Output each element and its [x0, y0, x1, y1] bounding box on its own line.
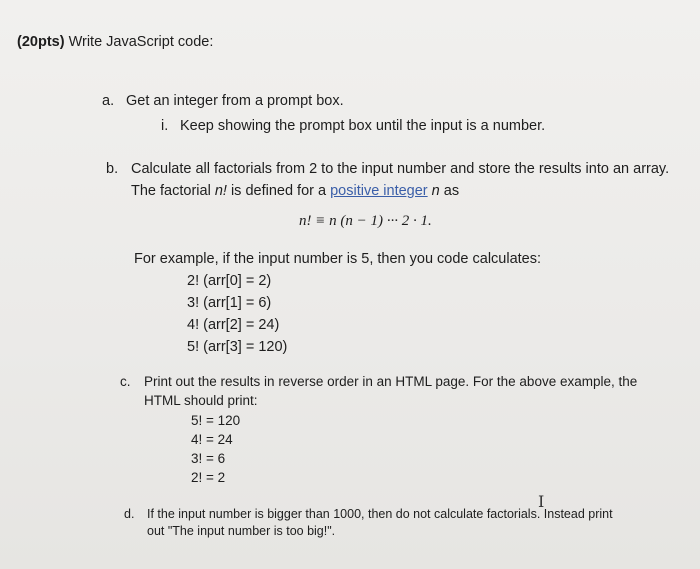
- example-line: 3! (arr[1] = 6): [187, 295, 272, 311]
- part-b-line2-post: as: [439, 183, 460, 199]
- example-line: 5! (arr[3] = 120): [187, 339, 288, 355]
- factorial-symbol: n!: [214, 183, 227, 199]
- part-a-sub-marker: i.: [161, 118, 169, 134]
- output-line: 3! = 6: [191, 451, 226, 466]
- part-b-line2-mid: is defined for a: [226, 183, 331, 199]
- example-line: 4! (arr[2] = 24): [187, 317, 280, 333]
- part-c-line1: Print out the results in reverse order in an HTML page. For the above example, the: [144, 374, 638, 389]
- positive-integer-link[interactable]: positive integer: [330, 183, 428, 199]
- part-b-marker: b.: [106, 161, 119, 177]
- part-a-marker: a.: [102, 93, 115, 109]
- part-c-line2: HTML should print:: [144, 393, 258, 408]
- example-line: 2! (arr[0] = 2): [187, 273, 272, 289]
- example-intro: For example, if the input number is 5, then you code calculates:: [134, 251, 542, 267]
- variable-n: n: [431, 183, 440, 199]
- part-b-line2-pre: The factorial: [131, 183, 215, 199]
- part-d-line2: out "The input number is too big!".: [147, 524, 336, 538]
- output-line: 2! = 2: [191, 470, 226, 485]
- text-cursor-icon: I: [538, 492, 545, 511]
- part-c-marker: c.: [120, 374, 131, 389]
- factorial-formula: n! ≡ n (n − 1) ··· 2 · 1.: [299, 213, 432, 229]
- part-b-line2: [131, 182, 459, 200]
- question-title: Write JavaScript code:: [68, 34, 214, 50]
- output-line: 4! = 24: [191, 432, 233, 447]
- part-b-line1: Calculate all factorials from 2 to the input number and store the results into an array.: [131, 161, 670, 177]
- part-a-text: Get an integer from a prompt box.: [126, 93, 344, 109]
- question-header: [17, 33, 213, 51]
- part-d-marker: d.: [124, 507, 135, 521]
- part-d-line1: If the input number is bigger than 1000, then do not calculate factorials. Instead print: [147, 507, 613, 521]
- points-label: (20pts): [17, 34, 65, 50]
- part-a-sub-text: Keep showing the prompt box until the input is a number.: [180, 118, 546, 134]
- output-line: 5! = 120: [191, 413, 241, 428]
